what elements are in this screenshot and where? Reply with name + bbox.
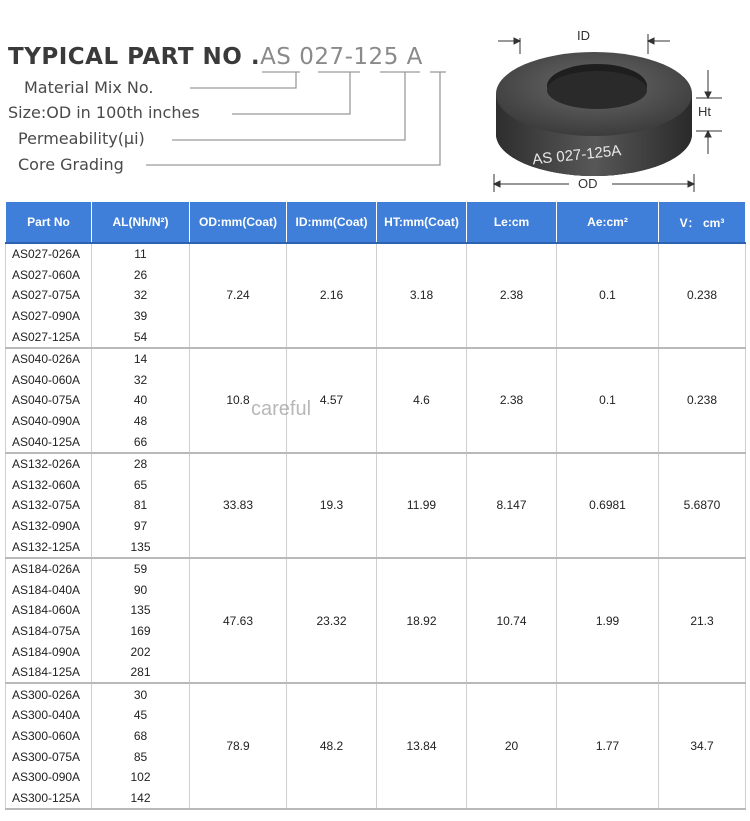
part-number-cell: AS132-090A xyxy=(6,516,92,537)
legend-size: Size:OD in 100th inches xyxy=(8,103,200,122)
v-value-cell: 34.7 xyxy=(659,683,746,809)
part-number-cell: AS300-040A xyxy=(6,705,92,726)
part-number-cell: AS132-060A xyxy=(6,475,92,496)
col-header-part-no: Part No xyxy=(6,202,92,244)
part-number-cell: AS040-125A xyxy=(6,431,92,453)
part-number-cell: AS184-026A xyxy=(6,558,92,580)
le-value-cell: 2.38 xyxy=(467,243,557,348)
ae-value-cell: 1.99 xyxy=(557,558,659,684)
table-row xyxy=(6,453,746,475)
part-number-cell: AS040-090A xyxy=(6,411,92,432)
part-number-cell: AS027-060A xyxy=(6,265,92,286)
part-number-cell: AS300-125A xyxy=(6,787,92,809)
table-row xyxy=(6,683,746,705)
al-value-cell: 65 xyxy=(92,475,190,496)
id-value-cell: 2.16 xyxy=(287,243,377,348)
od-value-cell: 78.9 xyxy=(190,683,287,809)
ae-value-cell: 0.1 xyxy=(557,243,659,348)
col-header-al: AL(Nh/N²) xyxy=(92,202,190,244)
ht-value-cell: 3.18 xyxy=(377,243,467,348)
al-value-cell: 90 xyxy=(92,580,190,601)
part-number-cell: AS184-090A xyxy=(6,641,92,662)
al-value-cell: 85 xyxy=(92,746,190,767)
part-number-cell: AS040-026A xyxy=(6,348,92,370)
part-number-cell: AS184-075A xyxy=(6,621,92,642)
al-value-cell: 11 xyxy=(92,243,190,265)
al-value-cell: 135 xyxy=(92,600,190,621)
part-number-cell: AS132-075A xyxy=(6,495,92,516)
le-value-cell: 2.38 xyxy=(467,348,557,453)
table-body xyxy=(6,243,746,809)
v-value-cell: 0.238 xyxy=(659,348,746,453)
al-value-cell: 26 xyxy=(92,265,190,286)
al-value-cell: 32 xyxy=(92,285,190,306)
al-value-cell: 28 xyxy=(92,453,190,475)
toroid-spec-table xyxy=(5,201,746,810)
v-value-cell: 5.6870 xyxy=(659,453,746,558)
al-value-cell: 142 xyxy=(92,787,190,809)
core-stamp-label: AS 027-125A xyxy=(531,142,623,169)
al-value-cell: 54 xyxy=(92,326,190,348)
legend-grading: Core Grading xyxy=(18,155,124,174)
al-value-cell: 40 xyxy=(92,390,190,411)
al-value-cell: 97 xyxy=(92,516,190,537)
part-number-cell: AS027-090A xyxy=(6,306,92,327)
le-value-cell: 10.74 xyxy=(467,558,557,684)
ae-value-cell: 0.1 xyxy=(557,348,659,453)
al-value-cell: 102 xyxy=(92,767,190,788)
col-header-id: ID:mm(Coat) xyxy=(287,202,377,244)
al-value-cell: 281 xyxy=(92,662,190,684)
al-value-cell: 30 xyxy=(92,683,190,705)
od-value-cell: 10.8 xyxy=(190,348,287,453)
al-value-cell: 202 xyxy=(92,641,190,662)
part-number-cell: AS184-040A xyxy=(6,580,92,601)
od-dimension-label: OD xyxy=(578,176,598,191)
al-value-cell: 48 xyxy=(92,411,190,432)
col-header-od: OD:mm(Coat) xyxy=(190,202,287,244)
le-value-cell: 20 xyxy=(467,683,557,809)
table-row xyxy=(6,558,746,580)
ae-value-cell: 0.6981 xyxy=(557,453,659,558)
part-number-legend xyxy=(0,0,480,190)
al-value-cell: 169 xyxy=(92,621,190,642)
part-number-cell: AS027-075A xyxy=(6,285,92,306)
ht-value-cell: 18.92 xyxy=(377,558,467,684)
col-header-le: Le:cm xyxy=(467,202,557,244)
ht-value-cell: 4.6 xyxy=(377,348,467,453)
od-value-cell: 33.83 xyxy=(190,453,287,558)
ht-value-cell: 11.99 xyxy=(377,453,467,558)
ae-value-cell: 1.77 xyxy=(557,683,659,809)
table-row xyxy=(6,243,746,265)
table-header-row xyxy=(6,202,746,244)
col-header-volume: V： cm³ xyxy=(659,202,746,244)
id-dimension-label: ID xyxy=(577,28,590,43)
part-number-cell: AS184-060A xyxy=(6,600,92,621)
id-value-cell: 19.3 xyxy=(287,453,377,558)
al-value-cell: 59 xyxy=(92,558,190,580)
v-value-cell: 21.3 xyxy=(659,558,746,684)
al-value-cell: 135 xyxy=(92,536,190,558)
part-number-cell: AS027-026A xyxy=(6,243,92,265)
al-value-cell: 39 xyxy=(92,306,190,327)
col-header-ht: HT:mm(Coat) xyxy=(377,202,467,244)
legend-material: Material Mix No. xyxy=(24,78,154,97)
title-prefix: TYPICAL PART NO . xyxy=(8,44,261,70)
v-value-cell: 0.238 xyxy=(659,243,746,348)
al-value-cell: 14 xyxy=(92,348,190,370)
id-value-cell: 4.57 xyxy=(287,348,377,453)
ht-dimension-label: Ht xyxy=(698,104,711,119)
part-number-cell: AS132-125A xyxy=(6,536,92,558)
toroid-core-figure xyxy=(484,24,734,194)
toroid-core-drawing xyxy=(484,24,734,194)
id-value-cell: 23.32 xyxy=(287,558,377,684)
part-number-cell: AS132-026A xyxy=(6,453,92,475)
part-number-cell: AS300-090A xyxy=(6,767,92,788)
al-value-cell: 32 xyxy=(92,370,190,391)
od-value-cell: 7.24 xyxy=(190,243,287,348)
legend-permeability: Permeability(µi) xyxy=(18,129,145,148)
typical-part-number-title xyxy=(8,44,423,70)
watermark-text: careful xyxy=(251,398,312,420)
title-code: AS 027-125 A xyxy=(260,44,423,70)
table-row xyxy=(6,348,746,370)
part-number-cell: AS040-060A xyxy=(6,370,92,391)
col-header-ae: Ae:cm² xyxy=(557,202,659,244)
part-number-cell: AS027-125A xyxy=(6,326,92,348)
al-value-cell: 68 xyxy=(92,726,190,747)
le-value-cell: 8.147 xyxy=(467,453,557,558)
id-value-cell: 48.2 xyxy=(287,683,377,809)
part-number-cell: AS040-075A xyxy=(6,390,92,411)
part-number-cell: AS300-026A xyxy=(6,683,92,705)
al-value-cell: 66 xyxy=(92,431,190,453)
od-value-cell: 47.63 xyxy=(190,558,287,684)
al-value-cell: 81 xyxy=(92,495,190,516)
part-number-cell: AS184-125A xyxy=(6,662,92,684)
al-value-cell: 45 xyxy=(92,705,190,726)
ht-value-cell: 13.84 xyxy=(377,683,467,809)
part-number-cell: AS300-060A xyxy=(6,726,92,747)
part-number-cell: AS300-075A xyxy=(6,746,92,767)
